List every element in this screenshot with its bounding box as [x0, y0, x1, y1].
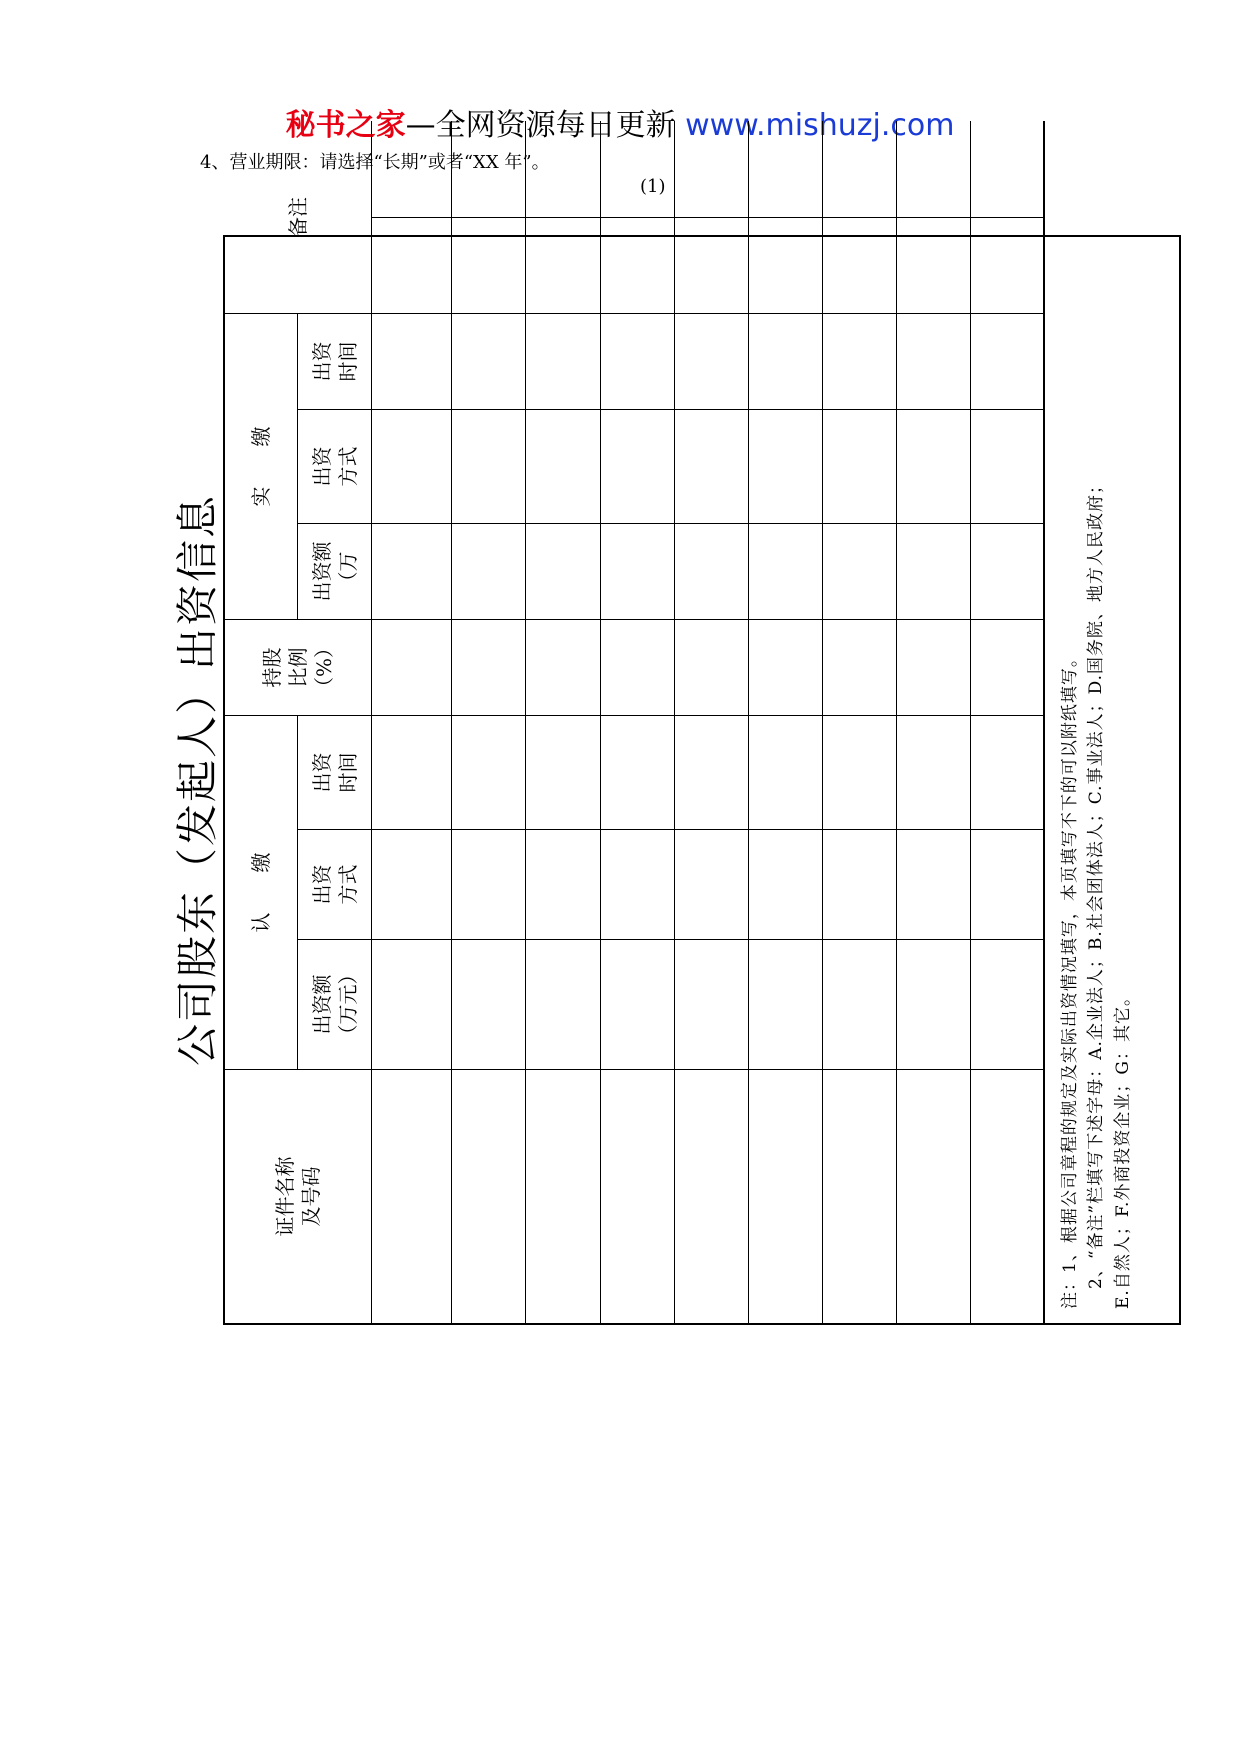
header-paid-method: 出资 方式: [298, 409, 372, 523]
table-cell[interactable]: [823, 1069, 897, 1323]
table-cell[interactable]: [452, 523, 526, 619]
table-cell[interactable]: [971, 409, 1045, 523]
table-cell[interactable]: [749, 829, 823, 939]
table-cell[interactable]: [971, 939, 1045, 1069]
table-cell[interactable]: [823, 619, 897, 715]
header-cert: 证件名称 及号码: [225, 1069, 372, 1323]
table-cell[interactable]: [749, 523, 823, 619]
table-cell[interactable]: [372, 217, 452, 313]
banner-brand: 秘书之家: [285, 108, 406, 143]
banner-slogan: —全网资源每日更新: [405, 108, 676, 143]
table-cell[interactable]: [897, 313, 971, 409]
table-cell[interactable]: [372, 715, 452, 829]
table-cell[interactable]: [823, 939, 897, 1069]
table-cell[interactable]: [526, 1069, 601, 1323]
table-cell[interactable]: [601, 829, 675, 939]
table-cell[interactable]: [823, 121, 897, 217]
table-cell[interactable]: [372, 121, 452, 217]
table-cell[interactable]: [452, 715, 526, 829]
table-cell[interactable]: [452, 217, 526, 313]
table-cell[interactable]: [749, 715, 823, 829]
table-cell[interactable]: [971, 523, 1045, 619]
table-cell[interactable]: [601, 217, 675, 313]
table-cell[interactable]: [601, 619, 675, 715]
table-cell[interactable]: [749, 313, 823, 409]
table-cell[interactable]: [601, 313, 675, 409]
table-cell[interactable]: [452, 313, 526, 409]
table-cell[interactable]: [452, 829, 526, 939]
table-cell[interactable]: [601, 939, 675, 1069]
form-title: 公司股东（发起人）出资信息: [173, 494, 222, 1067]
table-cell[interactable]: [675, 619, 749, 715]
table-cell[interactable]: [675, 939, 749, 1069]
table-cell[interactable]: [749, 939, 823, 1069]
table-cell[interactable]: [675, 715, 749, 829]
table-cell[interactable]: [452, 1069, 526, 1323]
table-cell[interactable]: [897, 1069, 971, 1323]
table-cell[interactable]: [823, 523, 897, 619]
table-cell[interactable]: [372, 1069, 452, 1323]
table-cell[interactable]: [749, 409, 823, 523]
table-cell[interactable]: [897, 715, 971, 829]
table-cell[interactable]: [897, 409, 971, 523]
table-cell[interactable]: [526, 409, 601, 523]
note-1: 注：1、根据公司章程的规定及实际出资情况填写，本页填写不下的可以附纸填写。: [1060, 649, 1080, 1309]
table-cell[interactable]: [601, 409, 675, 523]
table-cell[interactable]: [452, 619, 526, 715]
table-cell[interactable]: [675, 523, 749, 619]
table-cell[interactable]: [971, 1069, 1045, 1323]
table-cell[interactable]: [372, 939, 452, 1069]
table-cell[interactable]: [749, 217, 823, 313]
note-2: 2、“备注”栏填写下述字母：A.企业法人；B.社会团体法人；C.事业法人；D.国务院、地方人民政府；: [1086, 475, 1107, 1289]
table-cell[interactable]: [601, 1069, 675, 1323]
table-cell[interactable]: [971, 121, 1045, 217]
form-notes: [1045, 121, 1157, 1323]
header-sub-method: 出资 方式: [298, 829, 372, 939]
shareholder-contribution-table: [223, 197, 1181, 1325]
table-cell[interactable]: [372, 829, 452, 939]
table-cell[interactable]: [452, 409, 526, 523]
table-cell[interactable]: [897, 121, 971, 217]
banner-url[interactable]: www.mishuzj.com: [685, 108, 955, 143]
table-cell[interactable]: [971, 217, 1045, 313]
table-cell[interactable]: [897, 829, 971, 939]
table-cell[interactable]: [823, 715, 897, 829]
table-cell[interactable]: [675, 1069, 749, 1323]
table-cell[interactable]: [897, 217, 971, 313]
table-cell[interactable]: [601, 121, 675, 217]
table-cell[interactable]: [372, 409, 452, 523]
table-cell[interactable]: [897, 619, 971, 715]
table-cell[interactable]: [823, 313, 897, 409]
header-sub-time: 出资 时间: [298, 715, 372, 829]
table-cell[interactable]: [526, 523, 601, 619]
term-instruction: 4、营业期限：请选择“长期”或者“XX 年”。: [200, 152, 550, 173]
table-cell[interactable]: [749, 1069, 823, 1323]
header-paid: 实 缴: [225, 313, 298, 619]
header-share-ratio: 持股 比例 （%）: [225, 619, 372, 715]
table-cell[interactable]: [897, 523, 971, 619]
table-cell[interactable]: [526, 715, 601, 829]
table-cell[interactable]: [971, 313, 1045, 409]
page-number: (1): [640, 176, 666, 197]
table-cell[interactable]: [675, 121, 749, 217]
header-sub-amount: 出资额 （万元）: [298, 939, 372, 1069]
table-cell[interactable]: [675, 409, 749, 523]
table-cell[interactable]: [823, 409, 897, 523]
table-cell[interactable]: [526, 121, 601, 217]
header-remark: 备注: [225, 121, 372, 313]
table-cell[interactable]: [526, 313, 601, 409]
table-cell[interactable]: [823, 829, 897, 939]
header-paid-time: 出资 时间: [298, 313, 372, 409]
table-cell[interactable]: [452, 939, 526, 1069]
rotated-form: [173, 197, 1181, 1325]
table-cell[interactable]: [452, 121, 526, 217]
table-cell[interactable]: [372, 523, 452, 619]
table-cell[interactable]: [372, 313, 452, 409]
table-cell[interactable]: [526, 939, 601, 1069]
table-cell[interactable]: [675, 217, 749, 313]
table-cell[interactable]: [526, 217, 601, 313]
table-cell[interactable]: [897, 939, 971, 1069]
table-cell[interactable]: [823, 217, 897, 313]
note-3: E.自然人；F.外商投资企业；G：其它。: [1112, 988, 1133, 1309]
header-subscribed: 认 缴: [225, 715, 298, 1069]
table-cell[interactable]: [971, 619, 1045, 715]
table-cell[interactable]: [372, 619, 452, 715]
table-cell[interactable]: [675, 829, 749, 939]
table-cell[interactable]: [526, 619, 601, 715]
table-cell[interactable]: [601, 523, 675, 619]
table-cell[interactable]: [749, 121, 823, 217]
table-cell[interactable]: [526, 829, 601, 939]
header-paid-amount: 出资额 （万: [298, 523, 372, 619]
table-cell[interactable]: [971, 715, 1045, 829]
table-cell[interactable]: [601, 715, 675, 829]
table-cell[interactable]: [675, 313, 749, 409]
table-cell[interactable]: [971, 829, 1045, 939]
table-cell[interactable]: [749, 619, 823, 715]
